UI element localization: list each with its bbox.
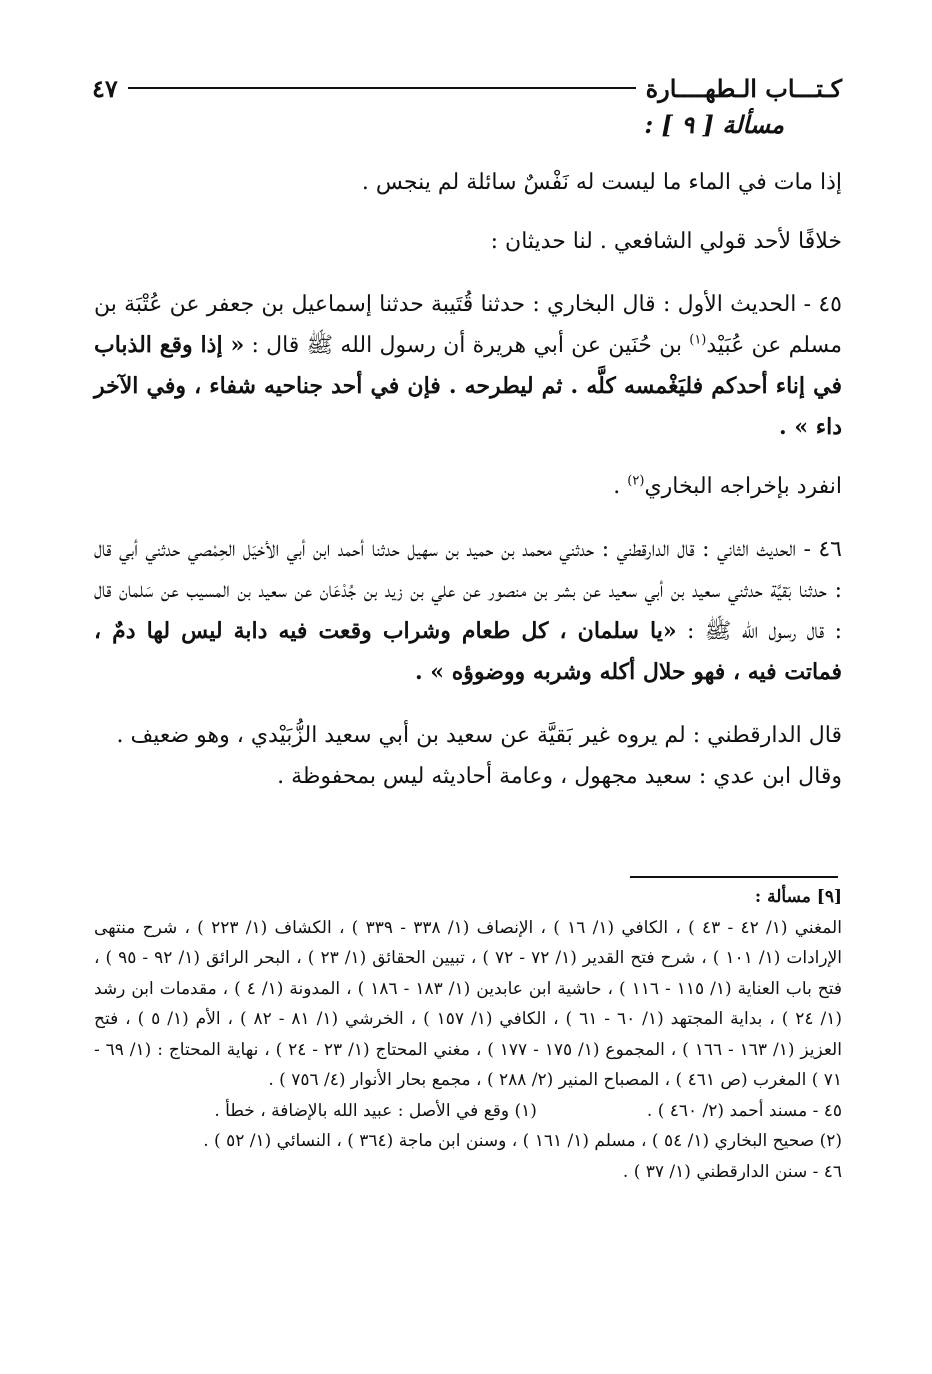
hadith-45-takhrij: انفرد بإخراجه البخاري$^{(٢)}$ . bbox=[613, 473, 842, 499]
footnote-row bbox=[94, 1096, 842, 1127]
ibn-adi-comment: وقال ابن عدي : سعيد مجهول ، وعامة أحاديثه ليس بمحفوظة . bbox=[277, 764, 842, 789]
running-title: كـتـــاب الـطهــــارة bbox=[645, 73, 842, 103]
footnote-45: ٤٥ - مسند أحمد (٢/ ٤٦٠ ) . bbox=[646, 1100, 842, 1121]
footnote-issue-refs: المغني (١/ ٤٢ - ٤٣ ) ، الكافي (١/ ١٦ ) ، الإنصاف (١/ ٣٣٨ - ٣٣٩ ) ، الكشاف (١/ ٢٢٣ ) ، شرح منتهى الإرادات (١/ ١٠١ ) ، شرح فتح القدير (١/ ٧٢ - ٧٢ ) ، تبيين الحقائق (١/ ٢٣ ) ، البحر الرائق (١/ ٩٢ - ٩٥ ) ، فتح باب العناية (١/ ١١٥ - ١١٦ ) ، حاشية ابن عابدين (١/ ١٨٣ - ١٨٦ ) ، المدونة (١/ ٤ ) ، مقدمات ابن رشد (١/ ٢٤ ) ، بداية المجتهد (١/ ٦٠ - ٦١ ) ، الكافي (١/ ١٥٧ ) ، الخرشي (١/ ٨١ - ٨٢ ) ، الأم (١/ ٥ ) ، فتح العزيز (١/ ١٦٣ - ١٦٦ ) ، المجموع (١/ ١٧٥ - ١٧٧ ) ، مغني المحتاج (١/ ٢٣ - ٢٤ ) ، نهاية المحتاج : (١/ ٦٩ - ٧١ ) المغرب (ص ٤٦١ ) ، المصباح المنير (٢/ ٢٨٨ ) ، مجمع بحار الأنوار (٤/ ٧٥٦ ) . bbox=[94, 917, 843, 1090]
hadith-46-matn: «يا سلمان ، كل طعام وشراب وقعت فيه دابة ليس لها دمٌ ، فماتت فيه ، فهو حلال أكله وشربه ووضوؤه » . bbox=[94, 618, 842, 685]
header-rule bbox=[128, 87, 636, 89]
main-text bbox=[94, 162, 842, 797]
hadith-45-matn: « إذا وقع الذباب في إناء أحدكم فليَغْمسه كلَّه . ثم ليطرحه . فإن في أحد جناحيه شفاء ، وفي الآخر داء » . bbox=[94, 332, 842, 440]
page-header bbox=[92, 68, 842, 108]
hadith-46 bbox=[94, 529, 842, 693]
disagreement-note: خلافًا لأحد قولي الشافعي . لنا حديثان : bbox=[490, 229, 842, 254]
footnote-2: (٢) صحيح البخاري (١/ ٥٤ ) ، مسلم (١/ ١٦١ ) ، وسنن ابن ماجة (٣٦٤ ) ، النسائي (١/ ٥٢ ) . bbox=[203, 1131, 842, 1151]
footnote-separator bbox=[630, 876, 838, 878]
issue-heading: مسألة [ ٩ ] : bbox=[644, 110, 784, 139]
hadith-46-intro: ٤٦ - الحديث الثاني : قال الدارقطني : حدثني محمد بن حميد بن سهيل حدثنا أحمد ابن أبي الأخيَل الحِمْصي حدثني أبي قال : حدثنا بَقيَّة حدثني سعيد بن أبي سعيد عن بشر بن منصور عن علي بن زيد بن جُدْعَان عن سعيد بن المسيب عن سَلمان قال : قال رسول الله ﷺ : bbox=[94, 537, 842, 644]
hadith-45-intro: ٤٥ - الحديث الأول : قال البخاري : حدثنا قُتَيبة حدثنا إسماعيل بن جعفر عن عُتْبَة بن مسلم عن عُبَيْد bbox=[94, 292, 842, 358]
footnote-issue-label: [٩] مسألة : bbox=[754, 887, 842, 907]
footnotes bbox=[94, 882, 842, 1187]
daraqutni-comment: قال الدارقطني : لم يروه غير بَقيَّة عن سعيد بن أبي سعيد الزُّبَيْدي ، وهو ضعيف . bbox=[116, 723, 842, 748]
page-number: ٤٧ bbox=[92, 73, 118, 103]
footnote-46: ٤٦ - سنن الدارقطني (١/ ٣٧ ) . bbox=[622, 1161, 842, 1182]
hadith-45 bbox=[94, 284, 842, 448]
footnote-ref-1: (١) bbox=[689, 332, 707, 348]
takhrij-text: انفرد بإخراجه البخاري bbox=[644, 474, 842, 499]
hadith-45-chain: بن حُنَين عن أبي هريرة أن رسول الله ﷺ قال : bbox=[244, 333, 690, 358]
footnote-1: (١) وقع في الأصل : عبيد الله بالإضافة ، خطأ . bbox=[214, 1100, 537, 1121]
footnote-ref-2: (٢) bbox=[627, 473, 645, 489]
issue-statement: إذا مات في الماء ما ليست له نَفْسٌ سائلة لم ينجس . bbox=[361, 170, 842, 195]
